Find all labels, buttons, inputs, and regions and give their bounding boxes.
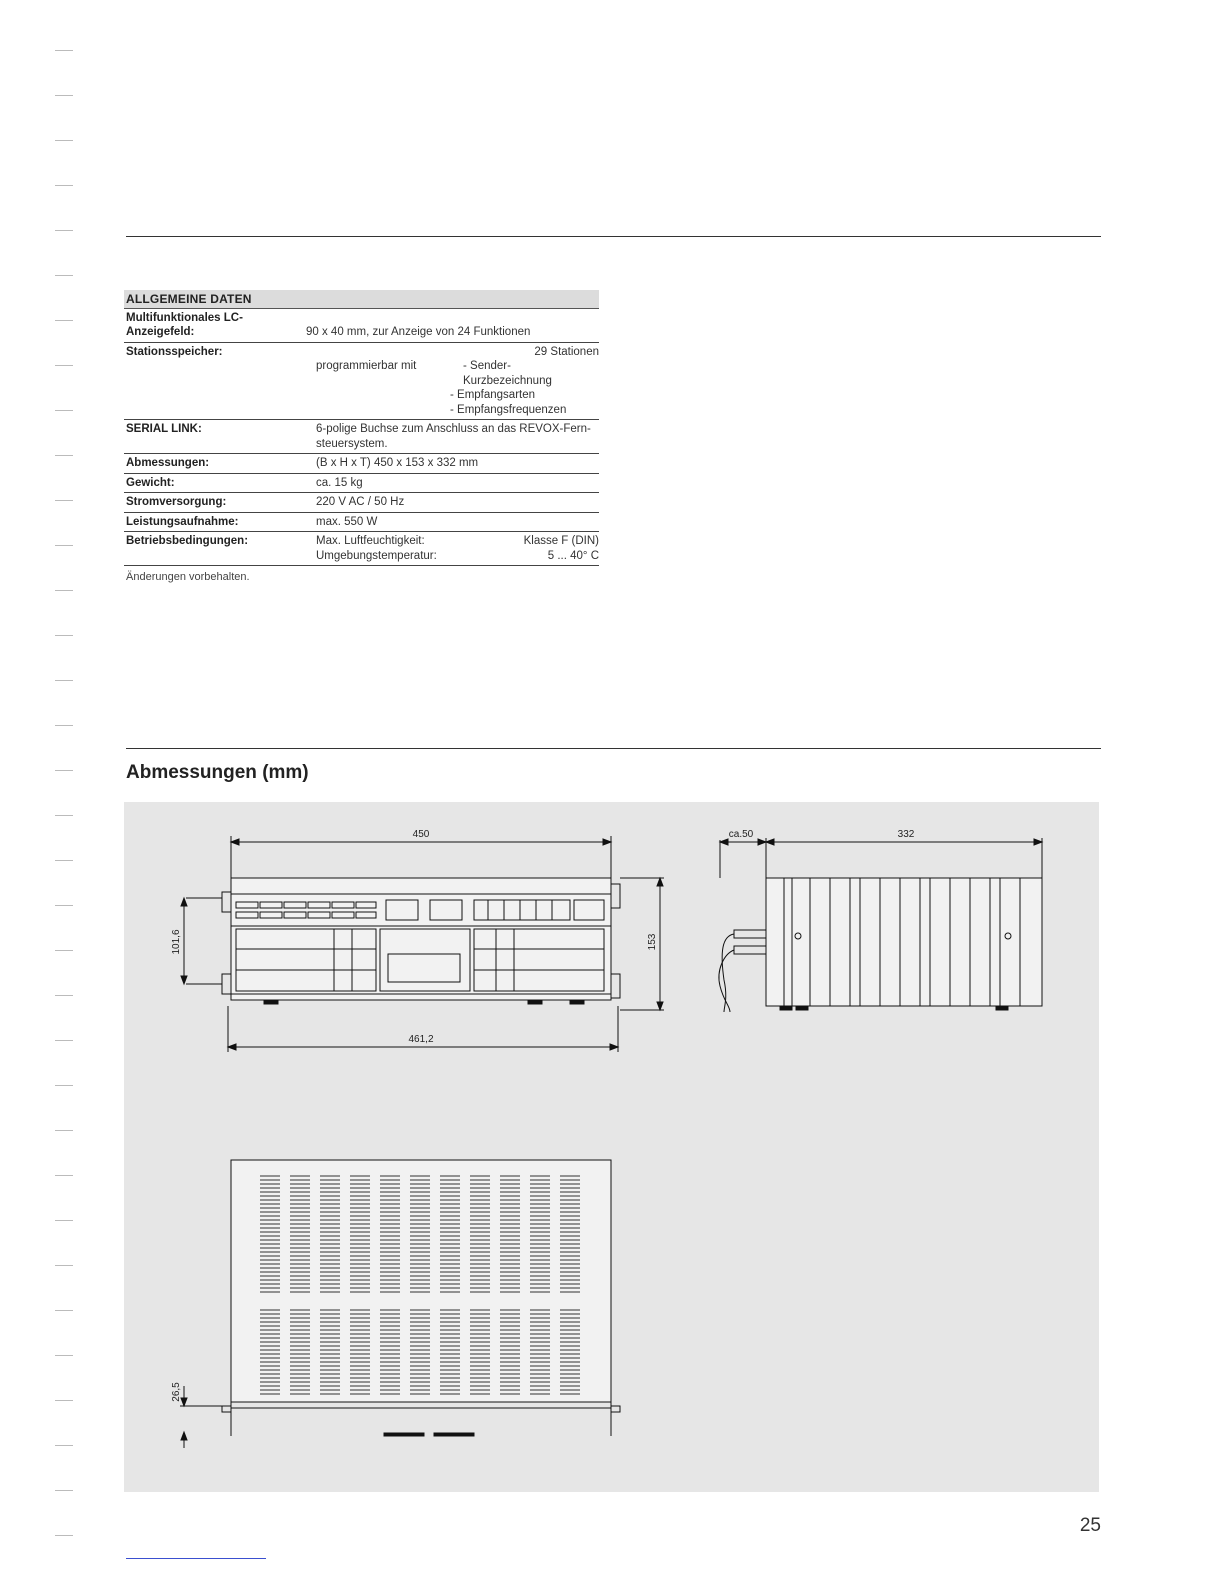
top-rule [126,236,1101,237]
condition-temperature [316,549,599,564]
spec-label: Abmessungen: [126,457,210,469]
spec-row-memory [124,343,599,421]
overall-width-label: 461,2 [408,1034,434,1045]
spec-label: Leistungsaufnahme: [126,515,239,528]
spec-value: max. 550 W [316,515,378,528]
spec-row-display [124,309,599,343]
memory-programmable [316,359,599,388]
spec-value [316,456,599,471]
cable-clearance-label: ca.50 [728,829,754,840]
spec-row-serial-link [124,420,599,454]
spec-value: 220 V AC / 50 Hz [316,496,405,508]
spec-value [316,534,599,563]
condition-value: 5 ... 40° C [547,549,599,562]
spec-label: Multifunktionales LC-Anzeigefeld: [126,312,243,338]
technical-drawing [124,802,1099,1492]
memory-count: 29 Stationen [534,345,599,358]
spec-row-power-supply [124,493,599,513]
condition-value: Klasse F (DIN) [523,535,599,547]
spec-label: SERIAL LINK: [126,423,202,435]
condition-label: Umgebungstemperatur: [316,549,437,562]
binding-marks [55,50,77,1580]
spec-label: Betriebsbedingungen: [126,535,249,547]
memory-programmable-label: programmierbar mit [316,360,417,372]
memory-item: - Empfangsfrequenzen [450,403,567,416]
spec-label: Stromversorgung: [126,496,227,508]
footer-line [126,1558,266,1559]
panel-height-label: 101,6 [171,929,182,955]
memory-item: - Empfangsarten [450,389,536,401]
specs-table [124,290,599,583]
spec-row-operating-conditions [124,532,599,566]
dimension-values: 450 x 153 x 332 mm [373,457,479,469]
section-title: Abmessungen (mm) [126,762,309,783]
width-label: 450 [412,829,430,840]
spec-row-power-consumption [124,513,599,533]
foot-height-label: 26,5 [171,1382,182,1402]
spec-row-dimensions [124,454,599,474]
dimension-drawing [124,802,1099,1492]
depth-label: 332 [897,829,915,840]
condition-humidity [316,534,599,549]
page-number: 25 [1079,1515,1101,1536]
spec-label: Stationsspeicher: [126,345,223,358]
changes-note: Änderungen vorbehalten. [126,571,250,583]
spec-value: 6-polige Buchse zum Anschluss an das REVOX-Fern-steuersystem. [316,423,591,450]
spec-value: ca. 15 kg [316,476,363,489]
spec-row-weight [124,474,599,494]
height-label: 153 [647,933,658,951]
spec-label: Gewicht: [126,476,175,489]
condition-label: Max. Luftfeuchtigkeit: [316,535,425,547]
spec-value: 90 x 40 mm, zur Anzeige von 24 Funktionen [306,326,531,338]
memory-item: - Sender-Kurzbezeichnung [463,360,552,387]
section-rule [126,748,1101,749]
dimension-axes: (B x H x T) [316,457,371,469]
side-cabinet [766,878,1042,1006]
specs-header: ALLGEMEINE DATEN [124,290,599,309]
spec-value [316,345,599,418]
